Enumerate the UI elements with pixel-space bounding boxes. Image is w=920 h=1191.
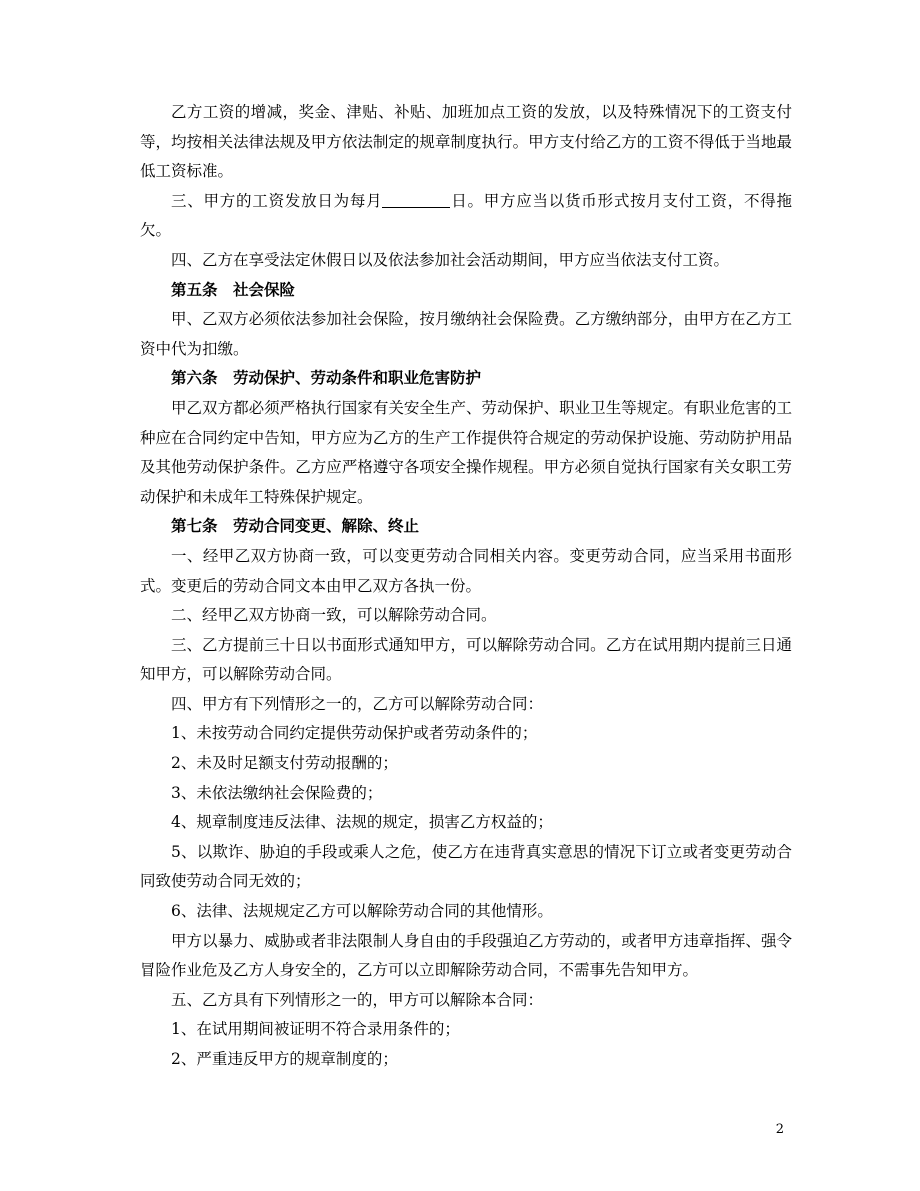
heading-article-6: 第六条 劳动保护、劳动条件和职业危害防护	[171, 369, 482, 388]
pay-day-blank-field	[382, 191, 450, 208]
paragraph-holiday-pay: 四、乙方在享受法定休假日以及依法参加社会活动期间，甲方应当依法支付工资。	[171, 250, 730, 269]
paragraph-labor-protection: 甲乙双方都必须严格执行国家有关安全生产、劳动保护、职业卫生等规定。有职业危害的工种应在合同约定中告知，甲方应为乙方的生产工作提供符合规定的劳动保护设施、劳动防护用品及其他劳动保护条件。乙方应严格遵守各项安全操作规程。甲方必须自觉执行国家有关女职工劳动保护和未成年工特殊保护规定。	[140, 398, 792, 506]
paragraph-pay-day	[140, 187, 792, 246]
pay-day-text-after: 日。甲方应当以货币形式按月支付工资，不得拖欠。	[140, 191, 792, 240]
paragraph-employee-termination-intro: 四、甲方有下列情形之一的，乙方可以解除劳动合同：	[171, 694, 544, 713]
list-item: 1、未按劳动合同约定提供劳动保护或者劳动条件的；	[171, 724, 538, 743]
paragraph-mutual-termination: 二、经甲乙双方协商一致，可以解除劳动合同。	[171, 606, 497, 625]
paragraph-notice-termination: 三、乙方提前三十日以书面形式通知甲方，可以解除劳动合同。乙方在试用期内提前三日通知甲方，可以解除劳动合同。	[140, 635, 792, 684]
document-body	[140, 98, 792, 1075]
list-item: 6、法律、法规规定乙方可以解除劳动合同的其他情形。	[171, 902, 553, 921]
list-item: 4、规章制度违反法律、法规的规定，损害乙方权益的；	[171, 813, 553, 832]
list-item: 2、严重违反甲方的规章制度的；	[171, 1050, 398, 1068]
paragraph-wage-adjustment: 乙方工资的增减，奖金、津贴、补贴、加班加点工资的发放，以及特殊情况下的工资支付等，均按相关法律法规及甲方依法制定的规章制度执行。甲方支付给乙方的工资不得低于当地最低工资标准。	[140, 103, 792, 181]
pay-day-text-before: 三、甲方的工资发放日为每月	[171, 191, 383, 210]
heading-article-7: 第七条 劳动合同变更、解除、终止	[171, 517, 420, 536]
paragraph-contract-change: 一、经甲乙双方协商一致，可以变更劳动合同相关内容。变更劳动合同，应当采用书面形式。变更后的劳动合同文本由甲乙双方各执一份。	[140, 546, 792, 595]
list-item: 5、以欺诈、胁迫的手段或乘人之危，使乙方在违背真实意思的情况下订立或者变更劳动合同致使劳动合同无效的；	[140, 842, 792, 891]
list-item: 1、在试用期间被证明不符合录用条件的；	[171, 1020, 460, 1039]
paragraph-social-insurance: 甲、乙双方必须依法参加社会保险，按月缴纳社会保险费。乙方缴纳部分，由甲方在乙方工资中代为扣缴。	[140, 310, 792, 358]
heading-article-5: 第五条 社会保险	[171, 280, 296, 299]
paragraph-employer-termination-intro: 五、乙方具有下列情形之一的，甲方可以解除本合同：	[171, 990, 544, 1009]
list-item: 3、未依法缴纳社会保险费的；	[171, 783, 383, 802]
page-number: 2	[775, 1122, 784, 1137]
list-item: 2、未及时足额支付劳动报酬的；	[171, 754, 398, 773]
paragraph-immediate-termination: 甲方以暴力、威胁或者非法限制人身自由的手段强迫乙方劳动的，或者甲方违章指挥、强令冒险作业危及乙方人身安全的，乙方可以立即解除劳动合同，不需事先告知甲方。	[140, 931, 792, 980]
